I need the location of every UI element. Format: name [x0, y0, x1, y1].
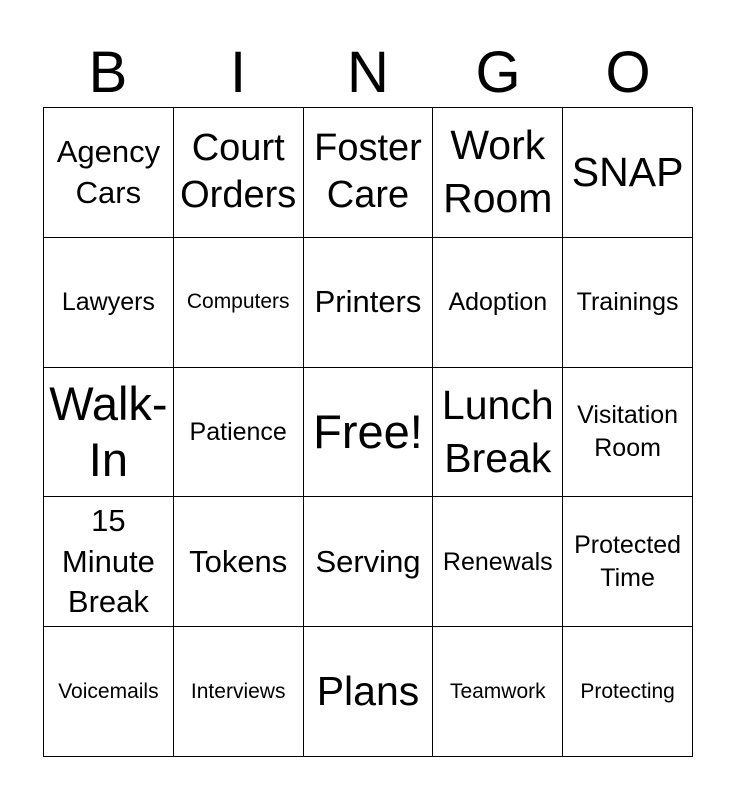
bingo-cell[interactable]: [563, 108, 693, 238]
cell-label: Tokens: [189, 543, 288, 579]
header-letter-i: I: [229, 40, 247, 105]
bingo-cell[interactable]: [563, 497, 693, 627]
cell-label: Lawyers: [61, 287, 155, 316]
bingo-cell[interactable]: [304, 627, 434, 757]
header-letter-n: N: [347, 40, 389, 105]
bingo-cell[interactable]: [433, 497, 563, 627]
bingo-grid: [43, 107, 693, 757]
bingo-cell[interactable]: [174, 497, 304, 627]
cell-label: Computers: [186, 290, 290, 314]
cell-label: Visitation Room: [577, 401, 679, 462]
bingo-cell[interactable]: [563, 238, 693, 368]
bingo-cell[interactable]: [44, 368, 174, 498]
bingo-cell[interactable]: [174, 108, 304, 238]
cell-label: Foster Care: [314, 126, 422, 217]
free-space[interactable]: [304, 368, 434, 498]
cell-label: Patience: [189, 417, 287, 446]
header-letter-g: G: [475, 40, 521, 105]
header-letter-b: B: [88, 40, 128, 105]
cell-label: Lunch Break: [441, 381, 554, 481]
bingo-cell[interactable]: [304, 108, 434, 238]
cell-label: Adoption: [448, 287, 548, 316]
bingo-cell[interactable]: [433, 368, 563, 498]
cell-label: Teamwork: [449, 679, 546, 703]
cell-label: Renewals: [442, 547, 553, 576]
bingo-cell[interactable]: [433, 238, 563, 368]
bingo-cell[interactable]: [563, 627, 693, 757]
cell-label: Court Orders: [180, 126, 297, 217]
cell-label: Free!: [313, 404, 423, 458]
cell-label: Walk- In: [49, 376, 168, 486]
cell-label: Plans: [316, 667, 420, 714]
cell-label: Voicemails: [58, 679, 159, 703]
bingo-cell[interactable]: [44, 627, 174, 757]
bingo-header: [43, 38, 693, 108]
bingo-cell[interactable]: [44, 238, 174, 368]
cell-label: Protecting: [580, 679, 675, 703]
bingo-cell[interactable]: [174, 368, 304, 498]
bingo-cell[interactable]: [174, 627, 304, 757]
cell-label: Interviews: [190, 679, 286, 703]
header-letter-o: O: [605, 40, 651, 105]
cell-label: Trainings: [576, 287, 679, 316]
cell-label: Protected Time: [574, 531, 682, 592]
cell-label: Work Room: [443, 122, 553, 222]
cell-label: Agency Cars: [56, 133, 161, 211]
cell-label: 15 Minute Break: [61, 503, 155, 619]
bingo-cell[interactable]: [44, 108, 174, 238]
cell-label: SNAP: [571, 148, 684, 195]
bingo-cell[interactable]: [44, 497, 174, 627]
bingo-cell[interactable]: [433, 627, 563, 757]
cell-label: Printers: [314, 284, 422, 320]
bingo-cell[interactable]: [433, 108, 563, 238]
bingo-cell[interactable]: [563, 368, 693, 498]
bingo-cell[interactable]: [304, 238, 434, 368]
cell-label: Serving: [315, 543, 421, 579]
bingo-cell[interactable]: [174, 238, 304, 368]
bingo-cell[interactable]: [304, 497, 434, 627]
